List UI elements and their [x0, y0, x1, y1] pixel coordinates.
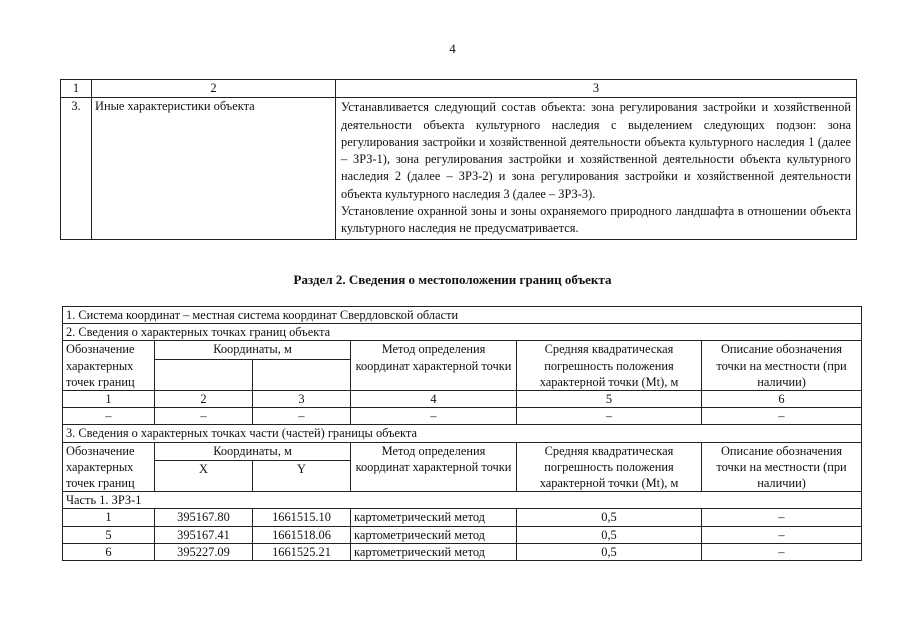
point-cell: 5	[63, 526, 155, 543]
table-header-row	[63, 341, 862, 360]
row-label: Иные характеристики объекта	[92, 98, 336, 239]
column-number: 4	[351, 391, 517, 408]
header-coords: Координаты, м	[155, 341, 351, 360]
point-cell: 6	[63, 543, 155, 560]
table-header-row	[63, 442, 862, 461]
table-header-row	[61, 80, 857, 98]
row-description	[336, 98, 857, 239]
error-cell: 0,5	[517, 543, 702, 560]
section-title: Раздел 2. Сведения о местоположении границ объекта	[293, 272, 612, 287]
points-title-cell: 2. Сведения о характерных точках границ объекта	[63, 324, 862, 341]
desc-cell: –	[702, 526, 862, 543]
table-row	[63, 492, 862, 509]
header-x-empty	[155, 360, 253, 391]
header-x: X	[155, 461, 253, 492]
table-row	[63, 307, 862, 324]
header-coords: Координаты, м	[155, 442, 351, 461]
part-title-cell: 3. Сведения о характерных точках части (частей) границы объекта	[63, 425, 862, 442]
row-number: 3.	[61, 98, 92, 239]
table-row	[63, 408, 862, 425]
header-y: Y	[253, 461, 351, 492]
header-error: Средняя квадратическая погрешность положения характерной точки (Mt), м	[517, 341, 702, 391]
method-cell: картометрический метод	[351, 509, 517, 526]
desc-cell: –	[702, 543, 862, 560]
header-cell: 2	[92, 80, 336, 98]
error-cell: 0,5	[517, 509, 702, 526]
description-paragraph: Устанавливается следующий состав объекта: зона регулирования застройки и хозяйственной деятельности объекта культурного наследия с выделением следующих подзон: зона регулирования застройки и хозяйственной деятельности объекта культурного наследия 1 (далее – ЗРЗ-1), зона регулирования застройки и хозяйственной деятельности объекта культурного наследия 2 (далее – ЗРЗ-2) и зона регулирования застройки и хозяйственной деятельности объекта культурного наследия 3 (далее – ЗРЗ-3).	[341, 100, 851, 201]
error-cell: 0,5	[517, 526, 702, 543]
column-number: 1	[63, 391, 155, 408]
y-cell: 1661525.21	[253, 543, 351, 560]
table-row	[63, 526, 862, 543]
header-point: Обозначение характерных точек границ	[63, 341, 155, 391]
table-row	[61, 98, 857, 239]
table-cell: –	[155, 408, 253, 425]
y-cell: 1661515.10	[253, 509, 351, 526]
boundary-points-table	[62, 306, 862, 561]
method-cell: картометрический метод	[351, 526, 517, 543]
header-point: Обозначение характерных точек границ	[63, 442, 155, 492]
point-cell: 1	[63, 509, 155, 526]
table-cell: –	[63, 408, 155, 425]
table-row	[63, 543, 862, 560]
page-number: 4	[449, 41, 456, 56]
header-cell: 1	[61, 80, 92, 98]
header-error: Средняя квадратическая погрешность положения характерной точки (Mt), м	[517, 442, 702, 492]
part-label-cell: Часть 1. ЗРЗ-1	[63, 492, 862, 509]
header-method: Метод определения координат характерной точки	[351, 442, 517, 492]
table-cell: –	[702, 408, 862, 425]
column-number: 6	[702, 391, 862, 408]
desc-cell: –	[702, 509, 862, 526]
table-row	[63, 324, 862, 341]
column-number: 3	[253, 391, 351, 408]
description-paragraph: Установление охранной зоны и зоны охраняемого природного ландшафта в отношении объекта культурного наследия не предусматривается.	[341, 204, 851, 236]
x-cell: 395227.09	[155, 543, 253, 560]
method-cell: картометрический метод	[351, 543, 517, 560]
header-desc: Описание обозначения точки на местности (при наличии)	[702, 442, 862, 492]
y-cell: 1661518.06	[253, 526, 351, 543]
table-row	[63, 425, 862, 442]
column-number: 5	[517, 391, 702, 408]
header-method: Метод определения координат характерной точки	[351, 341, 517, 391]
header-cell: 3	[336, 80, 857, 98]
header-y-empty	[253, 360, 351, 391]
column-number: 2	[155, 391, 253, 408]
table-row	[63, 509, 862, 526]
table-cell: –	[517, 408, 702, 425]
table-cell: –	[351, 408, 517, 425]
x-cell: 395167.41	[155, 526, 253, 543]
header-desc: Описание обозначения точки на местности (при наличии)	[702, 341, 862, 391]
coord-system-cell: 1. Система координат – местная система координат Свердловской области	[63, 307, 862, 324]
column-numbers-row	[63, 391, 862, 408]
x-cell: 395167.80	[155, 509, 253, 526]
object-characteristics-table	[60, 79, 857, 240]
table-cell: –	[253, 408, 351, 425]
